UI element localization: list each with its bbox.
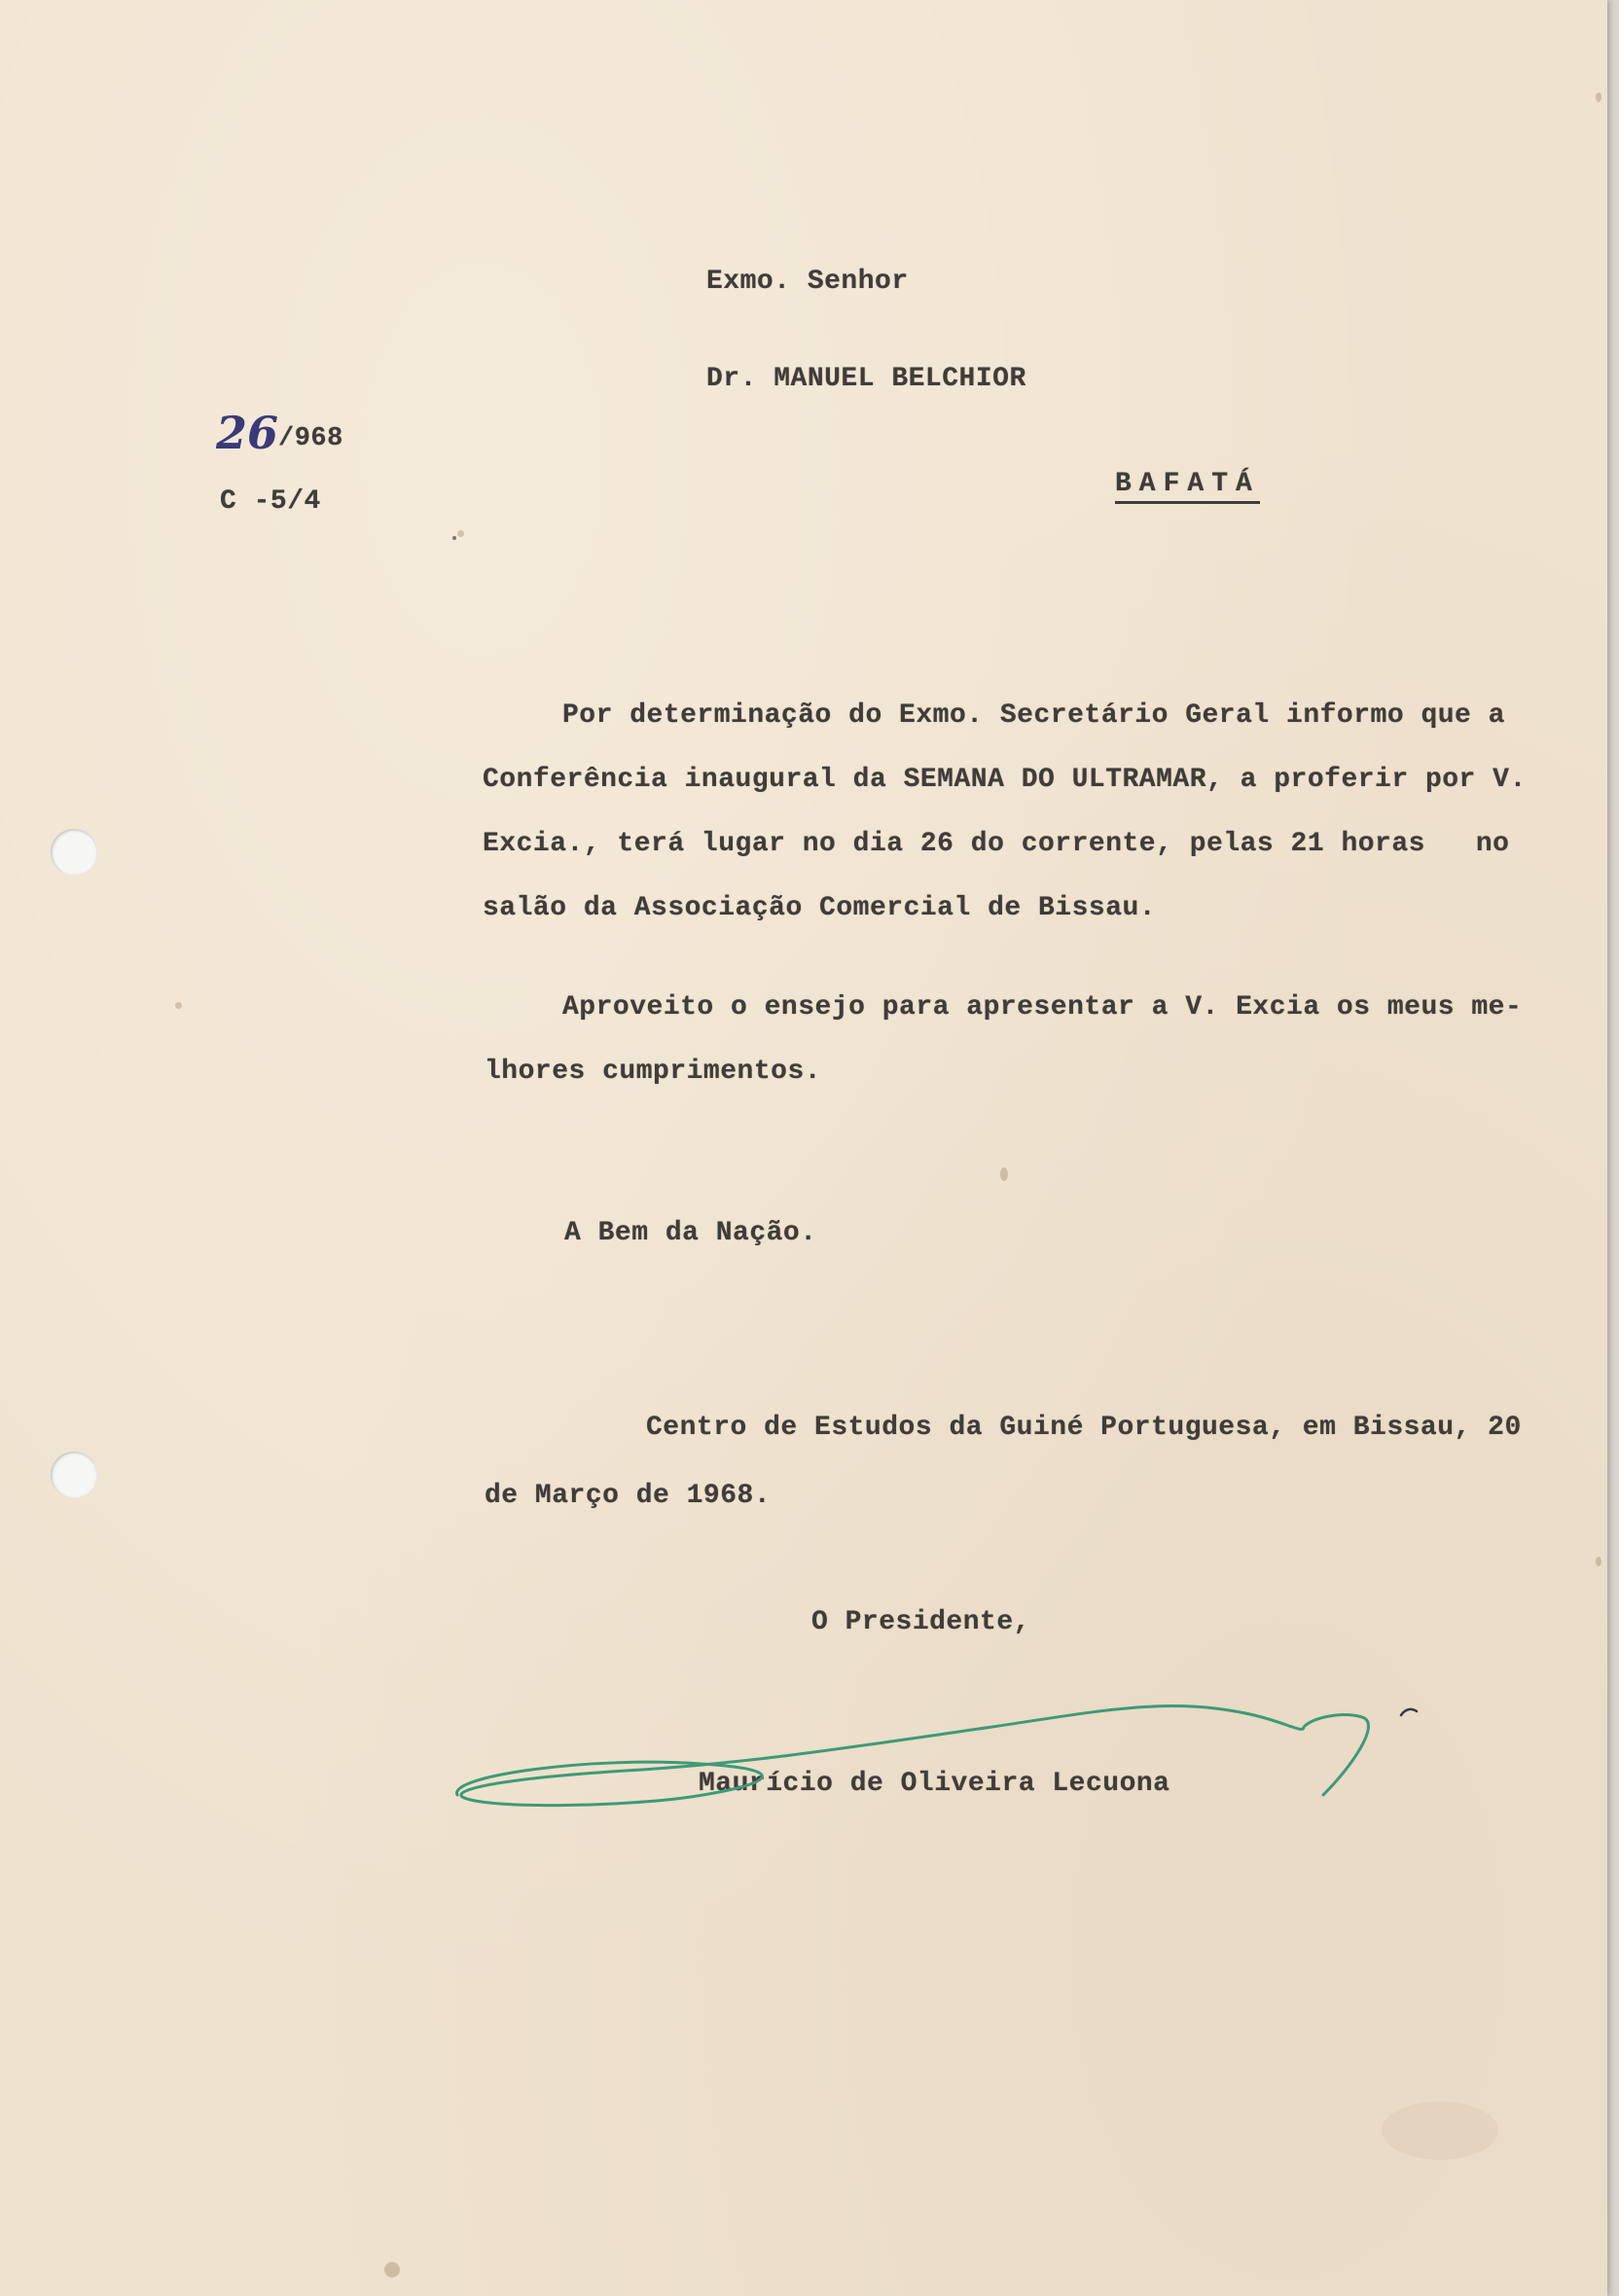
body-line-2: Conferência inaugural da SEMANA DO ULTRAMAR, a proferir por V. bbox=[483, 765, 1527, 795]
body-line-3: Excia., terá lugar no dia 26 do corrente, pelas 21 horas no bbox=[483, 829, 1510, 859]
body-line-6: lhores cumprimentos. bbox=[485, 1057, 822, 1087]
body-line-4: salão da Associação Comercial de Bissau. bbox=[483, 893, 1157, 923]
signatory-title: O Presidente, bbox=[811, 1607, 1030, 1637]
reference-handwritten: 26 bbox=[216, 407, 279, 459]
body-line-1: Por determinação do Exmo. Secretário Geral informo que a bbox=[562, 700, 1505, 731]
punch-hole-upper bbox=[51, 829, 97, 876]
reference-code: C -5/4 bbox=[220, 486, 321, 517]
reference-number bbox=[216, 407, 343, 459]
signatory-name: Maurício de Oliveira Lecuona bbox=[699, 1769, 1170, 1799]
paper-speck bbox=[1596, 1557, 1601, 1566]
paper-speck bbox=[1382, 2101, 1498, 2160]
closing-formula: A Bem da Nação. bbox=[564, 1218, 817, 1248]
place-date-line-2: de Março de 1968. bbox=[485, 1481, 772, 1511]
paper-speck bbox=[175, 1002, 182, 1009]
salutation: Exmo. Senhor bbox=[706, 267, 909, 297]
destination: BAFATÁ bbox=[1115, 469, 1260, 504]
punch-hole-lower bbox=[51, 1452, 97, 1498]
paper-speck bbox=[457, 530, 464, 537]
reference-year: /968 bbox=[278, 424, 343, 453]
paper-speck bbox=[452, 536, 456, 540]
place-date-line-1: Centro de Estudos da Guiné Portuguesa, em Bissau, 20 bbox=[646, 1413, 1522, 1443]
paper-speck bbox=[384, 2262, 400, 2278]
paper-speck bbox=[1000, 1167, 1008, 1181]
signature-accent bbox=[1401, 1709, 1417, 1715]
paper-speck bbox=[1596, 92, 1601, 102]
body-line-5: Aproveito o ensejo para apresentar a V. Excia os meus me- bbox=[562, 992, 1523, 1022]
recipient-name: Dr. MANUEL BELCHIOR bbox=[706, 364, 1026, 394]
